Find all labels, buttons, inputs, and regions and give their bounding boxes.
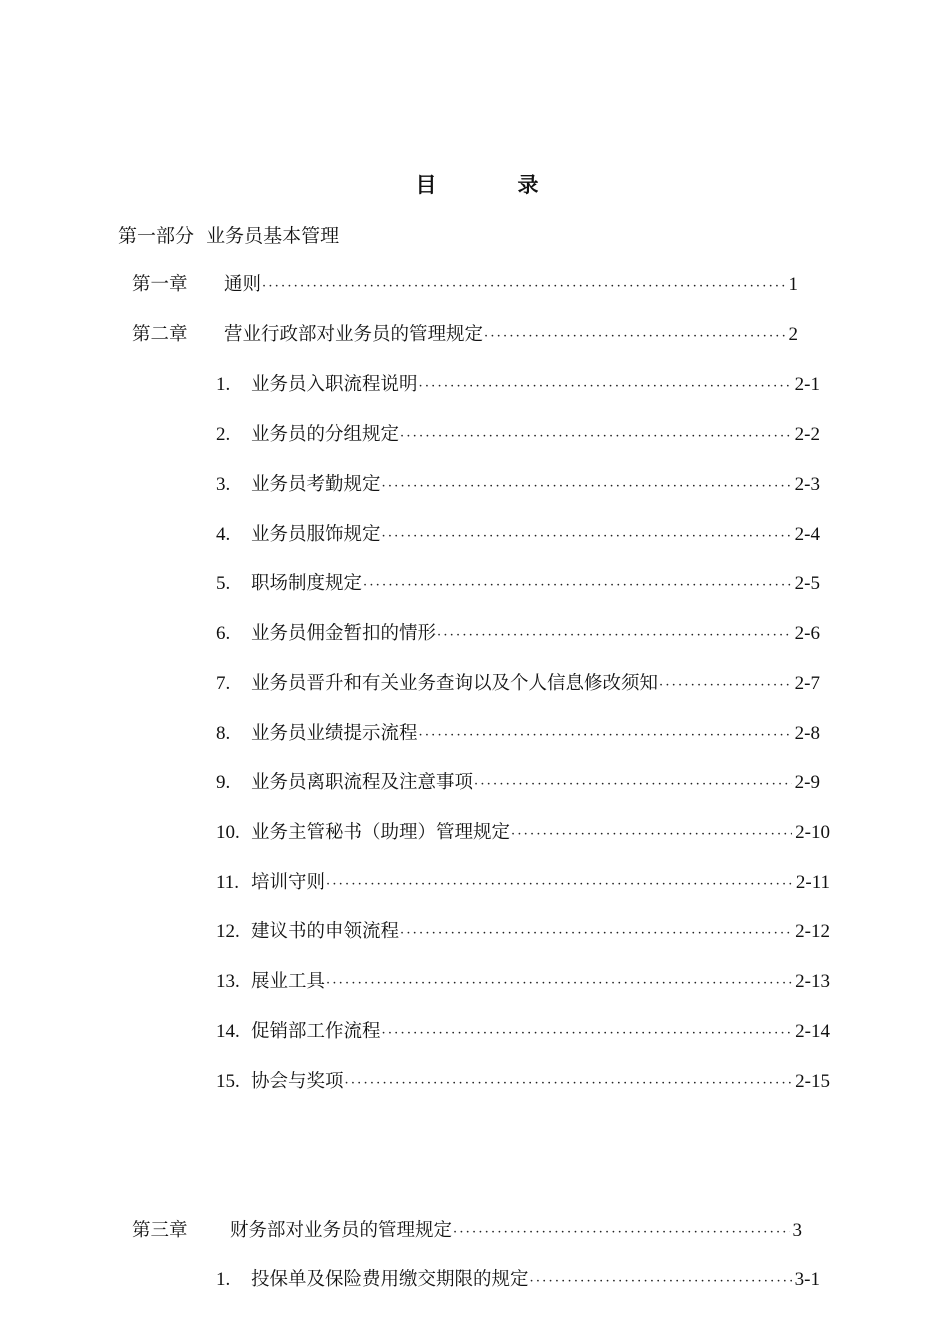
dot-leader	[400, 920, 792, 948]
dot-leader	[419, 373, 792, 401]
page-number: 1	[788, 274, 798, 295]
page-number: 2-13	[795, 971, 830, 992]
dot-leader	[326, 871, 793, 899]
toc-section[interactable]	[216, 869, 830, 897]
section-number: 15.	[216, 1071, 240, 1092]
chapter-prefix: 第一章	[132, 274, 188, 295]
toc-section[interactable]	[216, 421, 820, 449]
page-number: 2-8	[794, 723, 820, 744]
section-title: 培训守则	[251, 872, 326, 893]
page-number: 2-15	[795, 1071, 830, 1092]
dot-leader	[437, 622, 792, 650]
chapter-title: 通则	[224, 274, 262, 295]
section-title: 业务员业绩提示流程	[251, 723, 418, 744]
toc-section[interactable]	[216, 1266, 820, 1294]
page-number: 2-4	[794, 524, 820, 545]
page-number: 3-1	[794, 1269, 820, 1290]
dot-leader	[326, 970, 792, 998]
toc-section[interactable]	[216, 720, 820, 748]
page-number: 2	[788, 324, 798, 345]
dot-leader	[400, 423, 792, 451]
section-number: 3.	[216, 474, 231, 495]
chapter-prefix: 第二章	[132, 324, 188, 345]
section-number: 14.	[216, 1021, 240, 1042]
page-number: 2-3	[794, 474, 820, 495]
section-title: 建议书的申领流程	[251, 921, 400, 942]
section-number: 9.	[216, 772, 231, 793]
page-number: 2-7	[794, 673, 820, 694]
chapter-title: 营业行政部对业务员的管理规定	[224, 324, 484, 345]
dot-leader	[382, 523, 792, 551]
section-title: 展业工具	[251, 971, 326, 992]
section-title: 业务员考勤规定	[251, 474, 381, 495]
dot-leader	[484, 323, 785, 351]
section-title: 职场制度规定	[251, 573, 363, 594]
chapter-title: 财务部对业务员的管理规定	[230, 1220, 453, 1241]
dot-leader	[363, 572, 792, 600]
chapter-prefix: 第三章	[132, 1220, 188, 1241]
section-title: 业务员离职流程及注意事项	[251, 772, 474, 793]
page-number: 2-5	[794, 573, 820, 594]
dot-leader	[474, 771, 792, 799]
toc-section[interactable]	[216, 471, 820, 499]
toc-section[interactable]	[216, 918, 830, 946]
section-title: 协会与奖项	[251, 1071, 344, 1092]
toc-chapter-3[interactable]	[132, 1217, 802, 1245]
dot-leader	[453, 1219, 789, 1247]
dot-leader	[419, 722, 792, 750]
section-title: 业务员的分组规定	[251, 424, 400, 445]
section-number: 1.	[216, 374, 231, 395]
section-number: 1.	[216, 1269, 231, 1290]
section-title: 业务员佣金暂扣的情形	[251, 623, 437, 644]
toc-chapter-2[interactable]	[132, 321, 798, 349]
section-title: 业务员入职流程说明	[251, 374, 418, 395]
section-title: 业务主管秘书（助理）管理规定	[251, 822, 511, 843]
section-number: 5.	[216, 573, 231, 594]
toc-section[interactable]	[216, 620, 820, 648]
section-number: 13.	[216, 971, 240, 992]
page-number: 3	[792, 1220, 802, 1241]
dot-leader	[511, 821, 792, 849]
page-number: 2-2	[794, 424, 820, 445]
toc-section[interactable]	[216, 769, 820, 797]
page-number: 2-6	[794, 623, 820, 644]
page-number: 2-1	[794, 374, 820, 395]
toc-section[interactable]	[216, 968, 830, 996]
toc-section[interactable]	[216, 1068, 830, 1096]
section-number: 4.	[216, 524, 231, 545]
toc-section[interactable]	[216, 819, 830, 847]
toc-chapter-1[interactable]	[132, 271, 798, 299]
page-title: 目 录	[415, 172, 569, 197]
dot-leader	[382, 473, 792, 501]
page-number: 2-10	[795, 822, 830, 843]
section-number: 7.	[216, 673, 231, 694]
page-number: 2-9	[794, 772, 820, 793]
dot-leader	[345, 1070, 793, 1098]
section-number: 6.	[216, 623, 231, 644]
page-number: 2-14	[795, 1021, 830, 1042]
section-number: 8.	[216, 723, 231, 744]
toc-section[interactable]	[216, 1018, 830, 1046]
page-number: 2-12	[795, 921, 830, 942]
part-heading: 第一部分 业务员基本管理	[118, 225, 340, 247]
toc-section[interactable]	[216, 371, 820, 399]
dot-leader	[262, 273, 785, 301]
dot-leader	[659, 672, 792, 700]
dot-leader	[382, 1020, 793, 1048]
toc-section[interactable]	[216, 670, 820, 698]
section-number: 11.	[216, 872, 240, 893]
dot-leader	[530, 1268, 792, 1296]
section-number: 10.	[216, 822, 240, 843]
section-title: 促销部工作流程	[251, 1021, 381, 1042]
toc-section[interactable]	[216, 521, 820, 549]
section-number: 12.	[216, 921, 240, 942]
section-title: 业务员服饰规定	[251, 524, 381, 545]
page-number: 2-11	[795, 872, 830, 893]
section-title: 业务员晋升和有关业务查询以及个人信息修改须知	[251, 673, 659, 694]
section-title: 投保单及保险费用缴交期限的规定	[251, 1269, 529, 1290]
section-number: 2.	[216, 424, 231, 445]
toc-section[interactable]	[216, 570, 820, 598]
